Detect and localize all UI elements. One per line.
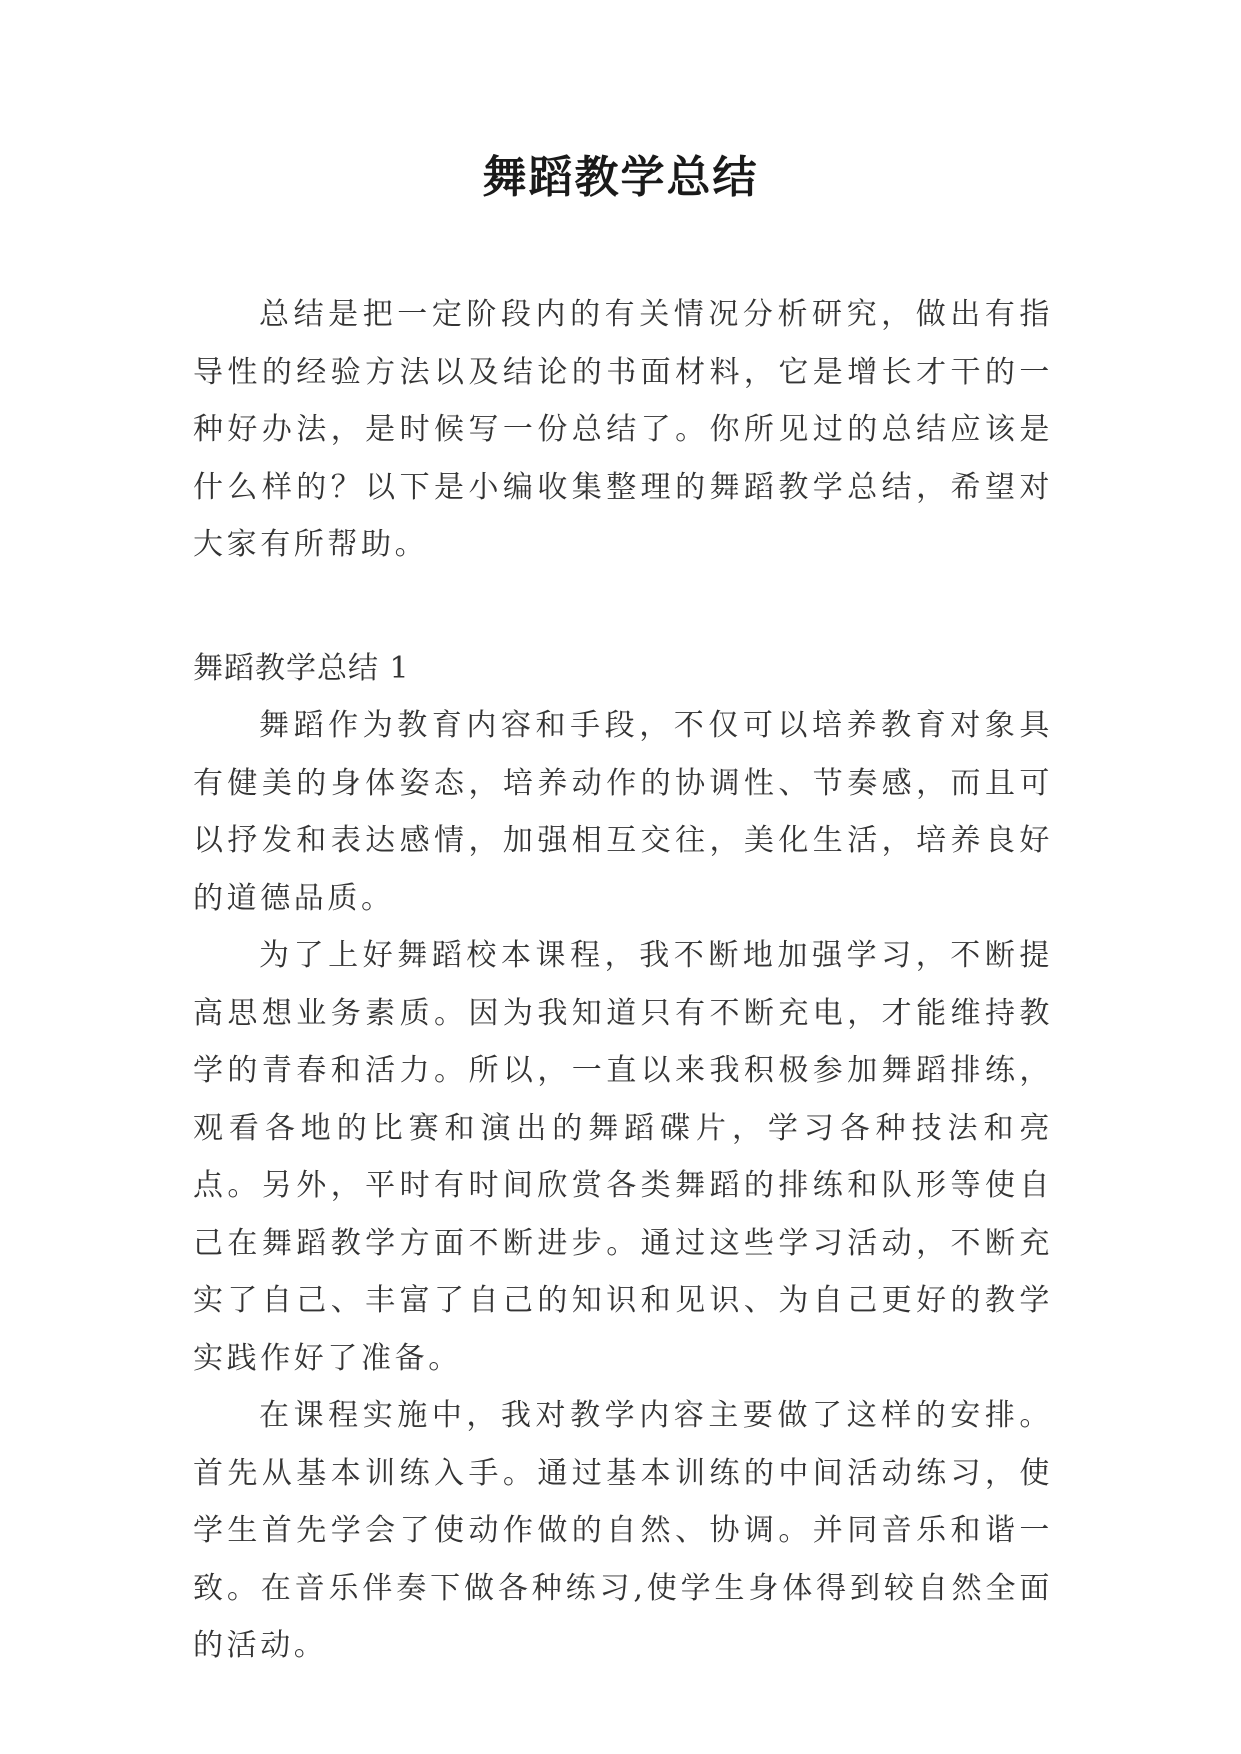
- section-heading: 舞蹈教学总结 1: [193, 650, 410, 686]
- section-spacer: [193, 574, 1053, 640]
- body-paragraph: 舞蹈作为教育内容和手段，不仅可以培养教育对象具有健美的身体姿态，培养动作的协调性、节奏感，而且可以抒发和表达感情，加强相互交往，美化生活，培养良好的道德品质。: [193, 708, 1053, 916]
- body-paragraph: 在课程实施中，我对教学内容主要做了这样的安排。首先从基本训练入手。通过基本训练的中间活动练习，使学生首先学会了使动作做的自然、协调。并同音乐和谐一致。在音乐伴奏下做各种练习,使学生身体得到较自然全面的活动。: [193, 1398, 1053, 1663]
- document-body: [193, 286, 1053, 1675]
- body-paragraph: 为了上好舞蹈校本课程，我不断地加强学习，不断提高思想业务素质。因为我知道只有不断充电，才能维持教学的青春和活力。所以，一直以来我积极参加舞蹈排练，观看各地的比赛和演出的舞蹈碟片，学习各种技法和亮点。另外，平时有时间欣赏各类舞蹈的排练和队形等使自己在舞蹈教学方面不断进步。通过这些学习活动，不断充实了自己、丰富了自己的知识和见识、为自己更好的教学实践作好了准备。: [193, 938, 1053, 1376]
- intro-paragraph: 总结是把一定阶段内的有关情况分析研究，做出有指导性的经验方法以及结论的书面材料，它是增长才干的一种好办法，是时候写一份总结了。你所见过的总结应该是什么样的？以下是小编收集整理的舞蹈教学总结，希望对大家有所帮助。: [193, 297, 1053, 562]
- document-title: 舞蹈教学总结: [482, 152, 759, 203]
